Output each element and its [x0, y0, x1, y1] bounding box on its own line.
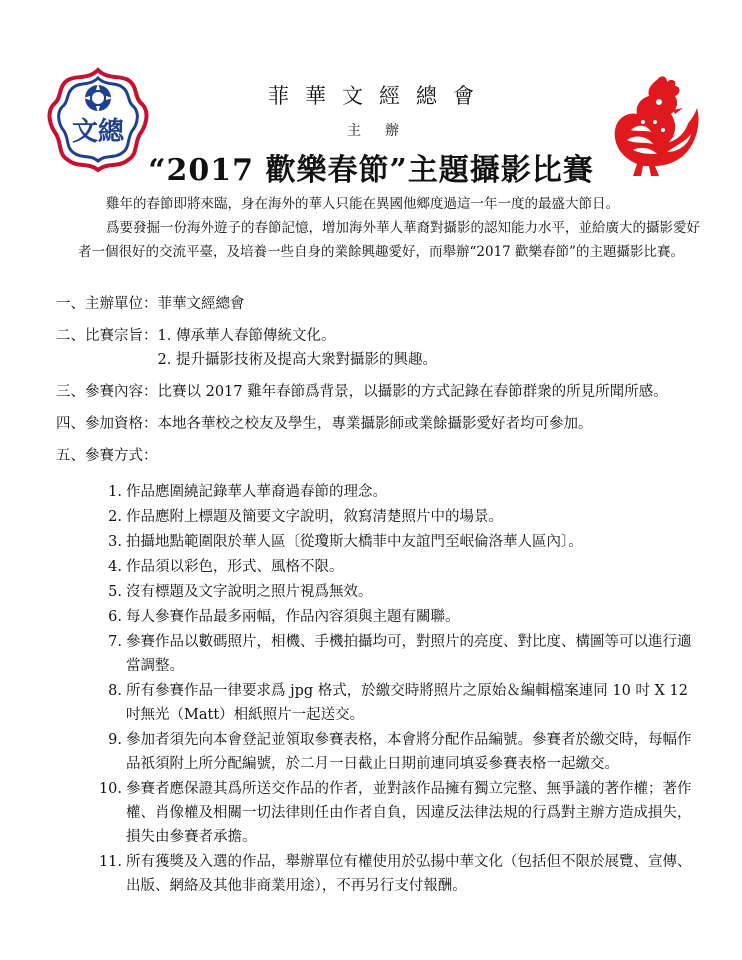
section-label: 一、主辦單位：: [56, 296, 158, 312]
list-item: [90, 505, 702, 529]
intro-paragraph: 雞年的春節即將來臨，身在海外的華人只能在異國他鄉度過這一年一度的最盛大節日。: [106, 196, 619, 212]
rule-number: 6.: [108, 609, 122, 625]
section-text: 比賽以 2017 雞年春節爲背景，以攝影的方式記錄在春節群衆的所見所聞所感。: [157, 384, 668, 400]
rule-number: 7.: [108, 634, 122, 650]
intro-paragraphs: [78, 192, 702, 264]
rule-text: 每人參賽作品最多兩幅，作品內容須與主題有關聯。: [126, 609, 460, 625]
section-method: [56, 444, 706, 468]
rule-text: 作品須以彩色，形式、風格不限。: [126, 559, 344, 575]
list-item: [90, 777, 702, 849]
rule-number: 4.: [108, 559, 122, 575]
section-text: 2. 提升攝影技術及提高大衆對攝影的興趣。: [157, 352, 437, 368]
intro-paragraph: 爲要發掘一份海外遊子的春節記憶，增加海外華人華裔對攝影的認知能力水平，並給廣大的攝影愛好者一個很好的交流平臺，及培養一些自身的業餘興趣愛好，而舉辦“2017 歡樂春節”的主題攝影比賽。: [78, 220, 700, 260]
list-item: [90, 555, 702, 579]
rule-text: 拍攝地點範圍限於華人區〔從瓊斯大橋菲中友誼門至岷倫洛華人區內〕。: [126, 534, 583, 550]
section-eligibility: [56, 412, 706, 436]
list-item: [90, 480, 702, 504]
rule-text: 參賽者應保證其爲所送交作品的作者，並對該作品擁有獨立完整、無爭議的著作權；著作權、肖像權及相關一切法律則任由作者自負，因違反法律法規的行爲對主辦方造成損失，損失由參賽者承擔。: [126, 781, 692, 845]
document-title: “2017 歡樂春節”主題攝影比賽: [148, 153, 594, 188]
rule-number: 11.: [98, 854, 122, 870]
rule-text: 參加者須先向本會登記並領取參賽表格，本會將分配作品編號。參賽者於繳交時，每幅作品祇須附上所分配編號，於二月一日截止日期前連同填妥參賽表格一起繳交。: [126, 732, 692, 772]
rule-number: 3.: [108, 534, 122, 550]
rule-text: 作品應附上標題及簡要文字說明，敘寫清楚照片中的場景。: [126, 509, 503, 525]
rule-number: 2.: [108, 509, 122, 525]
rule-number: 1.: [108, 484, 122, 500]
section-organizer: [56, 292, 706, 316]
section-text: 1. 傳承華人春節傳統文化。: [157, 328, 336, 344]
list-item: [90, 605, 702, 629]
list-item: [90, 679, 702, 727]
section-label: 五、參賽方式：: [56, 448, 158, 464]
rule-number: 5.: [108, 584, 122, 600]
rule-text: 所有參賽作品一律要求爲 jpg 格式，於繳交時將照片之原始＆編輯檔案連同 10 吋 X 12 吋無光（Matt）相紙照片一起送交。: [126, 683, 688, 723]
sections-list: [56, 292, 706, 476]
section-content: [56, 380, 706, 404]
section-text: 菲華文經總會: [157, 296, 245, 312]
rule-text: 作品應圍繞記錄華人華裔過春節的理念。: [126, 484, 387, 500]
list-item: [90, 850, 702, 898]
list-item: [90, 580, 702, 604]
rule-text: 參賽作品以數碼照片，相機、手機拍攝均可，對照片的亮度、對比度、構圖等可以進行適當調整。: [126, 634, 692, 674]
rules-list: [90, 480, 702, 899]
organization-name: 菲華文經總會: [268, 84, 490, 108]
host-label: 主辦: [347, 123, 423, 139]
section-text: 本地各華校之校友及學生，專業攝影師或業餘攝影愛好者均可參加。: [157, 416, 593, 432]
rule-number: 9.: [108, 732, 122, 748]
rule-text: 所有獲獎及入選的作品，舉辦單位有權使用於弘揚中華文化（包括但不限於展覽、宣傳、出版、網絡及其他非商業用途），不再另行支付報酬。: [126, 854, 692, 894]
section-purpose: [56, 324, 706, 372]
rule-number: 10.: [98, 781, 122, 797]
list-item: [90, 530, 702, 554]
section-label: 三、參賽內容：: [56, 384, 158, 400]
list-item: [90, 630, 702, 678]
list-item: [90, 728, 702, 776]
rule-number: 8.: [108, 683, 122, 699]
rule-text: 沒有標題及文字說明之照片視爲無效。: [126, 584, 373, 600]
section-label: 二、比賽宗旨：: [56, 328, 158, 344]
section-label: 四、參加資格：: [56, 416, 158, 432]
logo-text: 文總: [71, 117, 125, 147]
